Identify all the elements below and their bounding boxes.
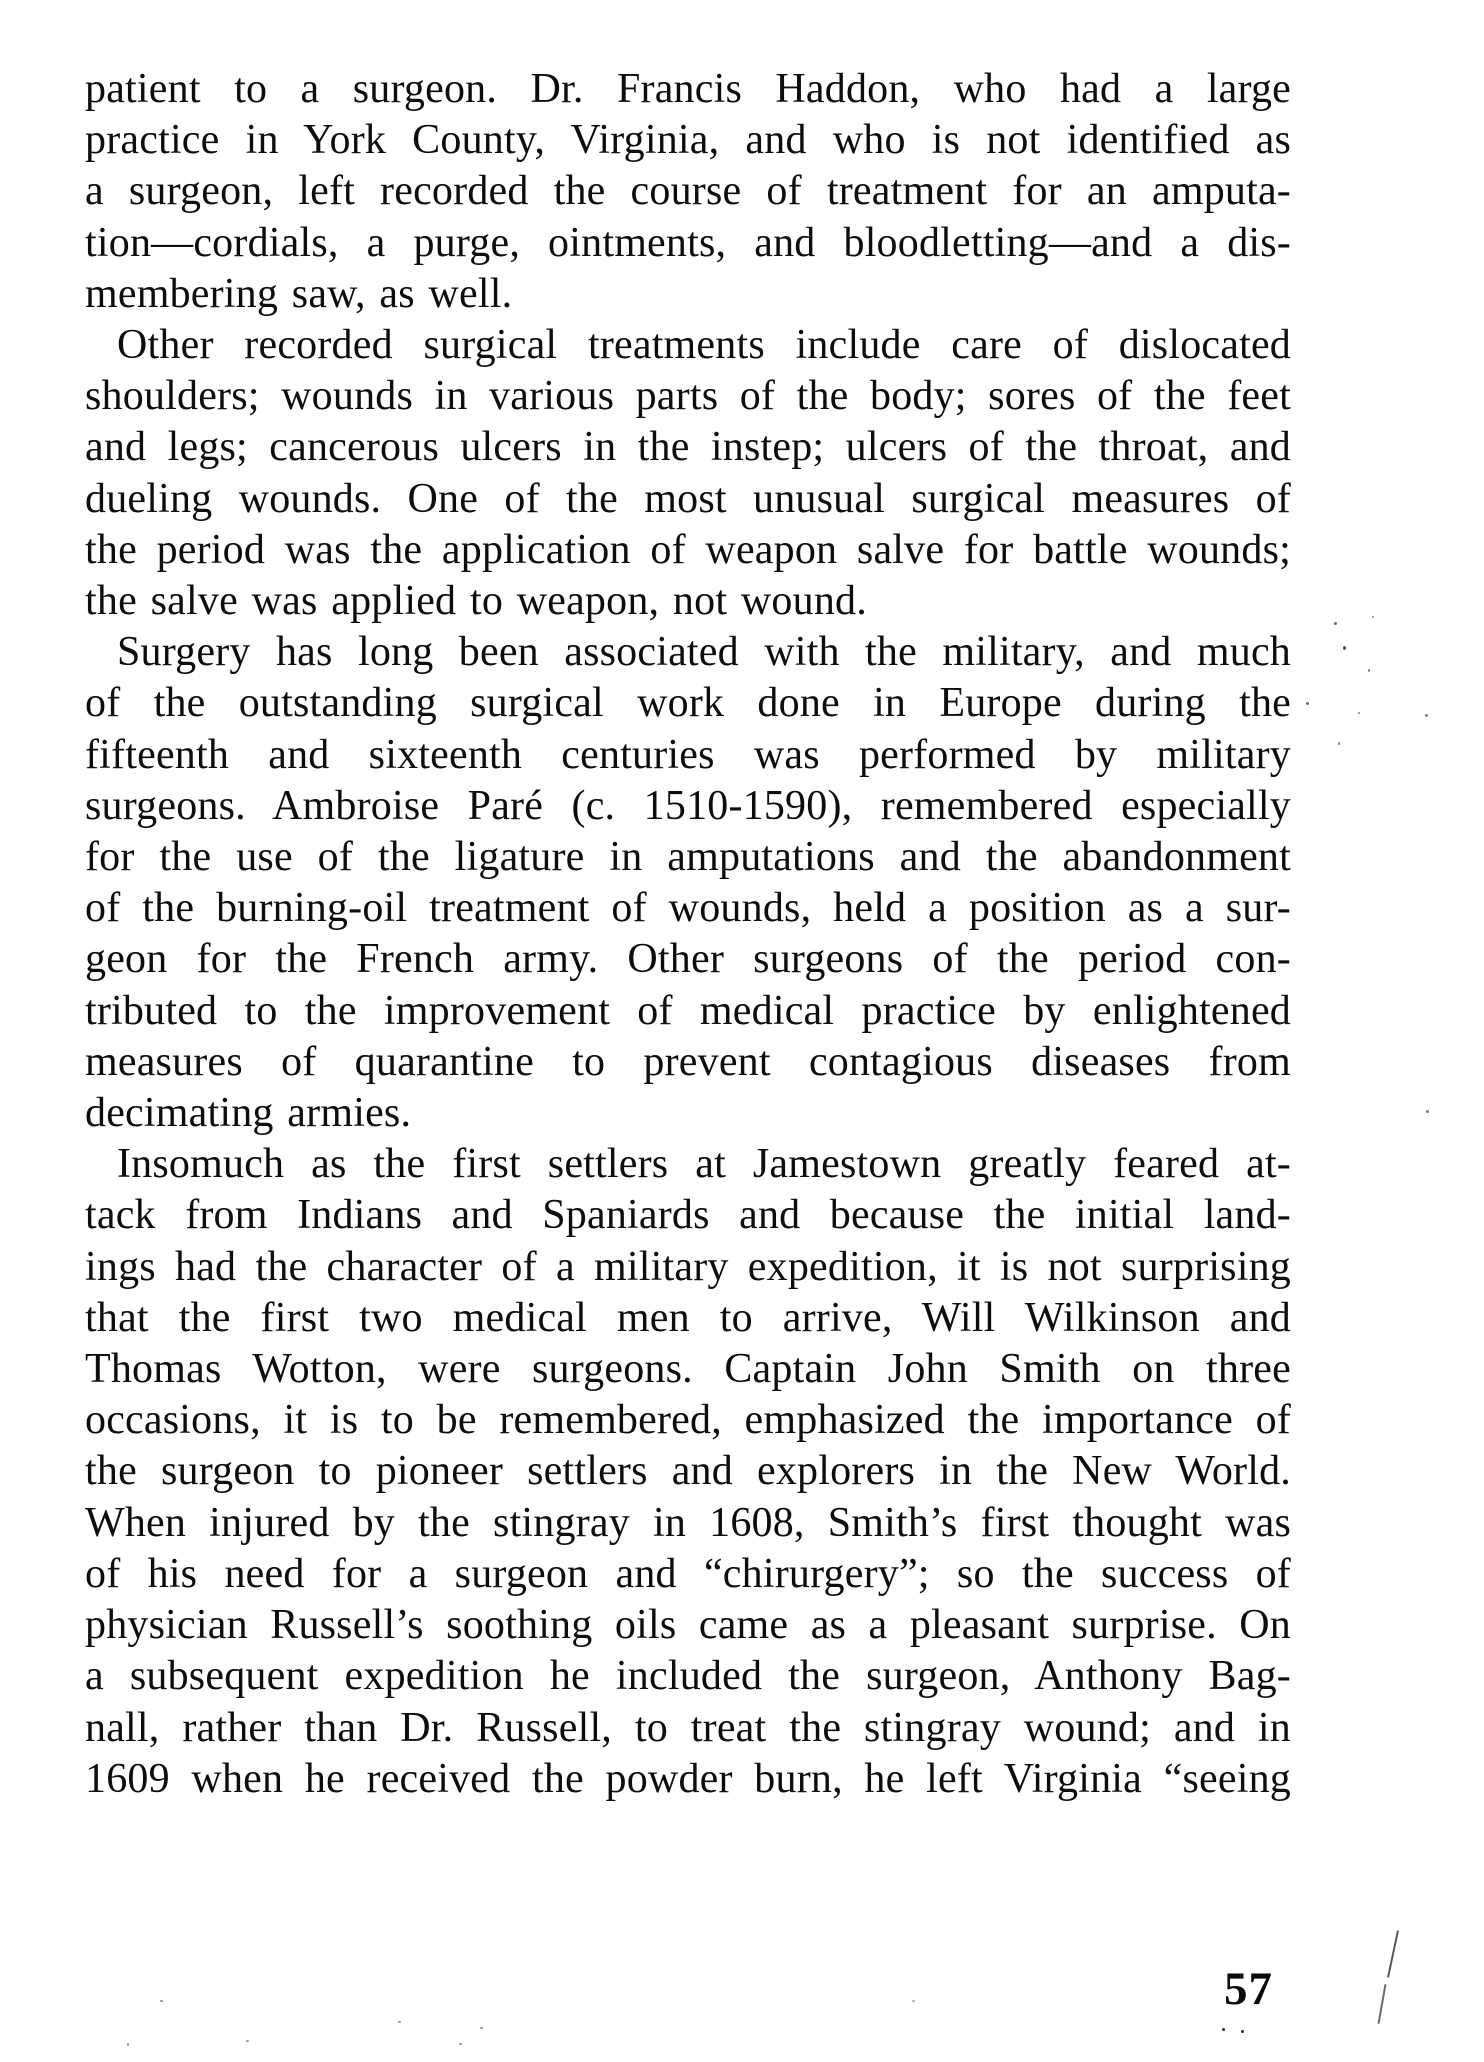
scan-speck xyxy=(1426,1110,1429,1113)
text-line: and legs; cancerous ulcers in the instep; ulcers of the throat, and xyxy=(85,424,1291,471)
text-line: the salve was applied to weapon, not wound. xyxy=(85,578,867,625)
text-line: shoulders; wounds in various parts of the body; sores of the feet xyxy=(85,373,1291,420)
text-line: Surgery has long been associated with the military, and much xyxy=(117,629,1291,676)
page-number: 57 xyxy=(1224,1963,1273,2015)
scan-speck xyxy=(127,2043,129,2046)
text-line: Insomuch as the first settlers at Jamestown greatly feared at- xyxy=(117,1141,1291,1188)
text-line: practice in York County, Virginia, and who is not identified as xyxy=(85,117,1291,164)
scan-speck xyxy=(1222,2028,1225,2031)
text-line: fifteenth and sixteenth centuries was performed by military xyxy=(85,731,1291,778)
scan-speck xyxy=(1306,702,1309,705)
text-line: a surgeon, left recorded the course of treatment for an amputa- xyxy=(85,168,1291,215)
text-line: of the burning-oil treatment of wounds, held a position as a sur- xyxy=(85,885,1291,932)
text-line: tack from Indians and Spaniards and because the initial land- xyxy=(85,1192,1291,1239)
text-line: tion—cordials, a purge, ointments, and bloodletting—and a dis- xyxy=(85,219,1291,266)
scan-speck xyxy=(480,2027,483,2029)
scan-speck xyxy=(246,2040,249,2042)
text-line: measures of quarantine to prevent contagious diseases from xyxy=(85,1038,1291,1085)
text-line: that the first two medical men to arrive, Will Wilkinson and xyxy=(85,1294,1291,1341)
text-line: 1609 when he received the powder burn, he left Virginia “seeing xyxy=(85,1755,1291,1802)
scan-speck xyxy=(912,2000,915,2002)
body-text xyxy=(85,64,1291,1805)
scan-speck xyxy=(1368,669,1370,672)
text-line: the surgeon to pioneer settlers and explorers in the New World. xyxy=(85,1448,1291,1495)
text-line: tributed to the improvement of medical practice by enlightened xyxy=(85,987,1291,1034)
text-line: surgeons. Ambroise Paré (c. 1510-1590), remembered especially xyxy=(85,782,1291,829)
text-line: of the outstanding surgical work done in Europe during the xyxy=(85,680,1291,727)
text-line: of his need for a surgeon and “chirurgery”; so the success of xyxy=(85,1550,1291,1597)
text-line: nall, rather than Dr. Russell, to treat the stingray wound; and in xyxy=(85,1704,1291,1751)
scan-speck xyxy=(160,2000,163,2002)
text-line: dueling wounds. One of the most unusual surgical measures of xyxy=(85,475,1291,522)
scan-speck xyxy=(1334,622,1337,625)
text-line: decimating armies. xyxy=(85,1090,412,1137)
text-line: occasions, it is to be remembered, emphasized the importance of xyxy=(85,1397,1291,1444)
text-line: When injured by the stingray in 1608, Smith’s first thought was xyxy=(85,1499,1291,1546)
scan-speck xyxy=(1425,714,1428,717)
scan-scratch xyxy=(1387,1930,1399,1977)
text-line: ings had the character of a military expedition, it is not surprising xyxy=(85,1243,1291,1290)
text-line: physician Russell’s soothing oils came as a pleasant surprise. On xyxy=(85,1602,1291,1649)
text-line: patient to a surgeon. Dr. Francis Haddon, who had a large xyxy=(85,66,1291,112)
scan-speck xyxy=(1372,616,1374,618)
scan-scratch xyxy=(1378,1984,1387,2024)
text-line: geon for the French army. Other surgeons of the period con- xyxy=(85,936,1291,983)
text-line: Thomas Wotton, were surgeons. Captain John Smith on three xyxy=(85,1346,1291,1393)
text-line: a subsequent expedition he included the surgeon, Anthony Bag- xyxy=(85,1653,1291,1700)
scan-speck xyxy=(459,2043,462,2045)
text-line: membering saw, as well. xyxy=(85,270,513,317)
scan-speck xyxy=(1241,2030,1244,2033)
text-line: Other recorded surgical treatments include care of dislocated xyxy=(117,322,1291,369)
scan-speck xyxy=(1338,742,1340,745)
text-line: the period was the application of weapon salve for battle wounds; xyxy=(85,526,1291,573)
text-line: for the use of the ligature in amputations and the abandonment xyxy=(85,834,1291,881)
scan-speck xyxy=(398,2021,401,2023)
scan-speck xyxy=(1358,712,1360,714)
scan-speck xyxy=(1343,646,1346,650)
